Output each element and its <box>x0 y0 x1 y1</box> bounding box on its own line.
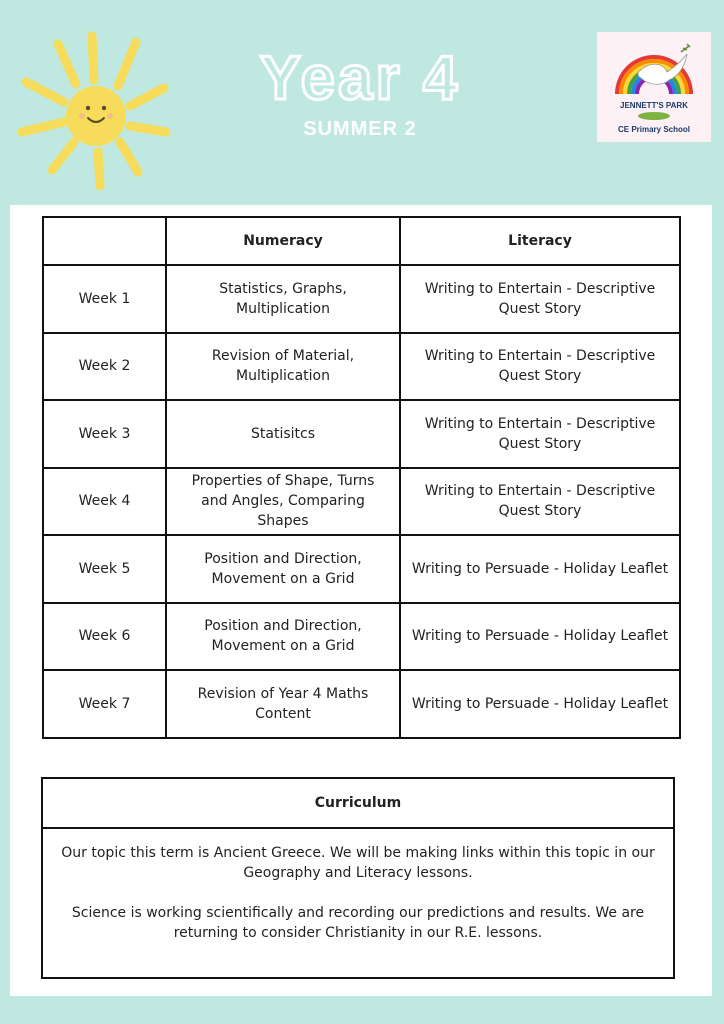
table-row <box>43 535 680 603</box>
curriculum-paragraph: Science is working scientifically and recording our predictions and results. We are returning to consider Christianity in our R.E. lessons. <box>71 905 645 941</box>
curriculum-body <box>43 829 673 943</box>
numeracy-cell: Position and Direction, Movement on a Grid <box>166 535 400 603</box>
week-cell: Week 2 <box>43 333 166 401</box>
table-row <box>43 670 680 738</box>
curriculum-box <box>41 777 675 979</box>
week-cell: Week 4 <box>43 468 166 536</box>
numeracy-cell: Properties of Shape, Turns and Angles, Comparing Shapes <box>166 468 400 536</box>
curriculum-heading: Curriculum <box>43 779 673 829</box>
week-cell: Week 1 <box>43 265 166 333</box>
literacy-cell: Writing to Entertain - Descriptive Quest Story <box>400 400 680 468</box>
literacy-cell: Writing to Entertain - Descriptive Quest Story <box>400 265 680 333</box>
numeracy-cell: Statisitcs <box>166 400 400 468</box>
table-row <box>43 333 680 401</box>
table-row <box>43 603 680 671</box>
literacy-cell: Writing to Persuade - Holiday Leaflet <box>400 535 680 603</box>
content-panel <box>10 205 712 996</box>
literacy-cell: Writing to Persuade - Holiday Leaflet <box>400 670 680 738</box>
numeracy-cell: Revision of Year 4 Maths Content <box>166 670 400 738</box>
curriculum-paragraph: Our topic this term is Ancient Greece. We will be making links within this topic in our Geography and Literacy lessons. <box>61 845 655 881</box>
header-cell-week <box>43 217 166 265</box>
table-header-row <box>43 217 680 265</box>
week-cell: Week 7 <box>43 670 166 738</box>
header-cell-literacy: Literacy <box>400 217 680 265</box>
numeracy-cell: Revision of Material, Multiplication <box>166 333 400 401</box>
numeracy-cell: Position and Direction, Movement on a Grid <box>166 603 400 671</box>
page-subtitle: SUMMER 2 <box>303 118 417 140</box>
numeracy-cell: Statistics, Graphs, Multiplication <box>166 265 400 333</box>
logo-line-1: JENNETT'S PARK <box>620 101 688 110</box>
weekly-plan-table <box>42 216 681 739</box>
page-header <box>0 0 724 205</box>
week-cell: Week 5 <box>43 535 166 603</box>
page-title: Year 4 <box>259 44 461 113</box>
sun-icon <box>14 30 174 190</box>
table-row <box>43 468 680 536</box>
week-cell: Week 3 <box>43 400 166 468</box>
school-logo <box>597 32 711 142</box>
logo-line-2: CE Primary School <box>617 125 691 134</box>
table-row <box>43 400 680 468</box>
literacy-cell: Writing to Entertain - Descriptive Quest Story <box>400 468 680 536</box>
table-row <box>43 265 680 333</box>
literacy-cell: Writing to Persuade - Holiday Leaflet <box>400 603 680 671</box>
rainbow-dove-icon <box>597 32 711 142</box>
week-cell: Week 6 <box>43 603 166 671</box>
literacy-cell: Writing to Entertain - Descriptive Quest Story <box>400 333 680 401</box>
header-cell-numeracy: Numeracy <box>166 217 400 265</box>
